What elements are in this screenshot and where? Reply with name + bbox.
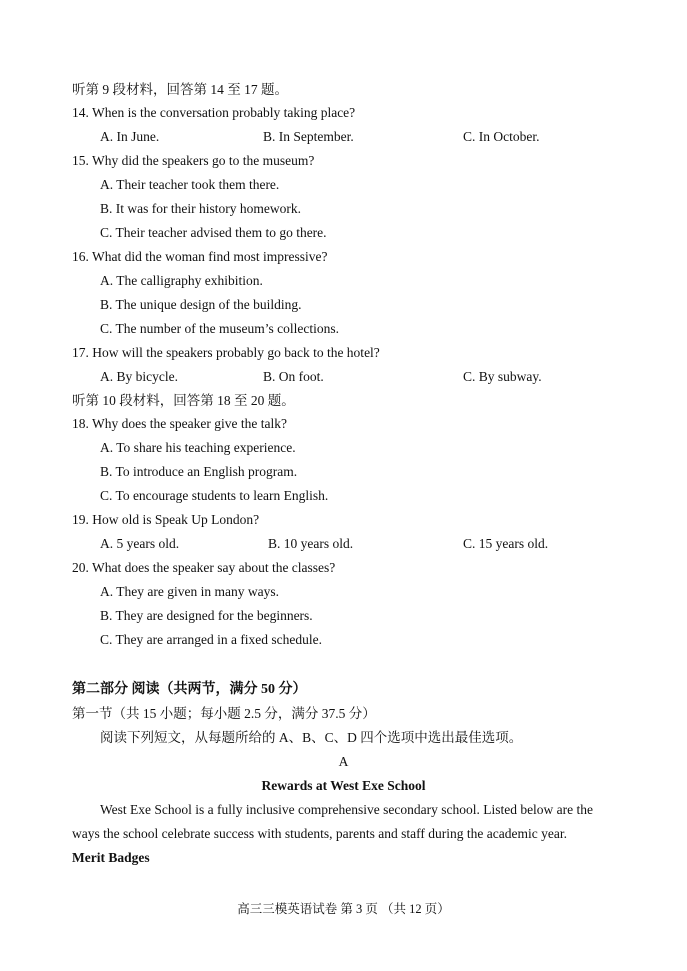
- paragraph-line-2: ways the school celebrate success with students, parents and staff during the academic year.: [72, 826, 567, 841]
- q15-option-b: B. It was for their history homework.: [100, 201, 301, 216]
- q15-option-a: A. Their teacher took them there.: [100, 177, 280, 192]
- q14-option-b: B. In September.: [263, 129, 354, 144]
- q16-option-a: A. The calligraphy exhibition.: [100, 273, 263, 288]
- page-footer: 高三三模英语试卷 第 3 页 （共 12 页）: [237, 902, 450, 916]
- q19-option-c: C. 15 years old.: [463, 536, 549, 551]
- q18-option-c: C. To encourage students to learn English.: [100, 488, 329, 503]
- q20-option-b: B. They are designed for the beginners.: [100, 608, 313, 623]
- q17-option-a: A. By bicycle.: [100, 369, 178, 384]
- section1-heading: 第一节（共 15 小题；每小题 2.5 分，满分 37.5 分）: [72, 706, 376, 721]
- question-19: 19. How old is Speak Up London?: [72, 512, 260, 527]
- passage-title: Rewards at West Exe School: [261, 778, 426, 793]
- reading-instruction: 阅读下列短文，从每题所给的 A、B、C、D 四个选项中选出最佳选项。: [100, 730, 523, 745]
- passage9-instruction: 听第 9 段材料，回答第 14 至 17 题。: [72, 82, 288, 97]
- question-20: 20. What does the speaker say about the classes?: [72, 560, 336, 575]
- paragraph-line-1: West Exe School is a fully inclusive comprehensive secondary school. Listed below are the: [100, 802, 594, 817]
- q19-option-a: A. 5 years old.: [100, 536, 180, 551]
- question-14: 14. When is the conversation probably taking place?: [72, 105, 356, 120]
- question-18: 18. Why does the speaker give the talk?: [72, 416, 287, 431]
- q14-option-c: C. In October.: [463, 129, 540, 144]
- subheading-merit-badges: Merit Badges: [72, 850, 150, 865]
- q19-option-b: B. 10 years old.: [268, 536, 354, 551]
- question-17: 17. How will the speakers probably go back to the hotel?: [72, 345, 380, 360]
- passage10-instruction: 听第 10 段材料，回答第 18 至 20 题。: [72, 393, 295, 408]
- q16-option-b: B. The unique design of the building.: [100, 297, 302, 312]
- question-15: 15. Why did the speakers go to the museum?: [72, 153, 315, 168]
- q15-option-c: C. Their teacher advised them to go there.: [100, 225, 327, 240]
- q17-option-b: B. On foot.: [263, 369, 324, 384]
- q14-option-a: A. In June.: [100, 129, 160, 144]
- passage-letter: A: [338, 754, 349, 769]
- part2-title: 第二部分 阅读（共两节，满分 50 分）: [72, 682, 307, 697]
- q20-option-a: A. They are given in many ways.: [100, 584, 279, 599]
- q20-option-c: C. They are arranged in a fixed schedule.: [100, 632, 323, 647]
- question-16: 16. What did the woman find most impressive?: [72, 249, 328, 264]
- q18-option-b: B. To introduce an English program.: [100, 464, 298, 479]
- q16-option-c: C. The number of the museum’s collections.: [100, 321, 339, 336]
- q17-option-c: C. By subway.: [463, 369, 542, 384]
- q18-option-a: A. To share his teaching experience.: [100, 440, 296, 455]
